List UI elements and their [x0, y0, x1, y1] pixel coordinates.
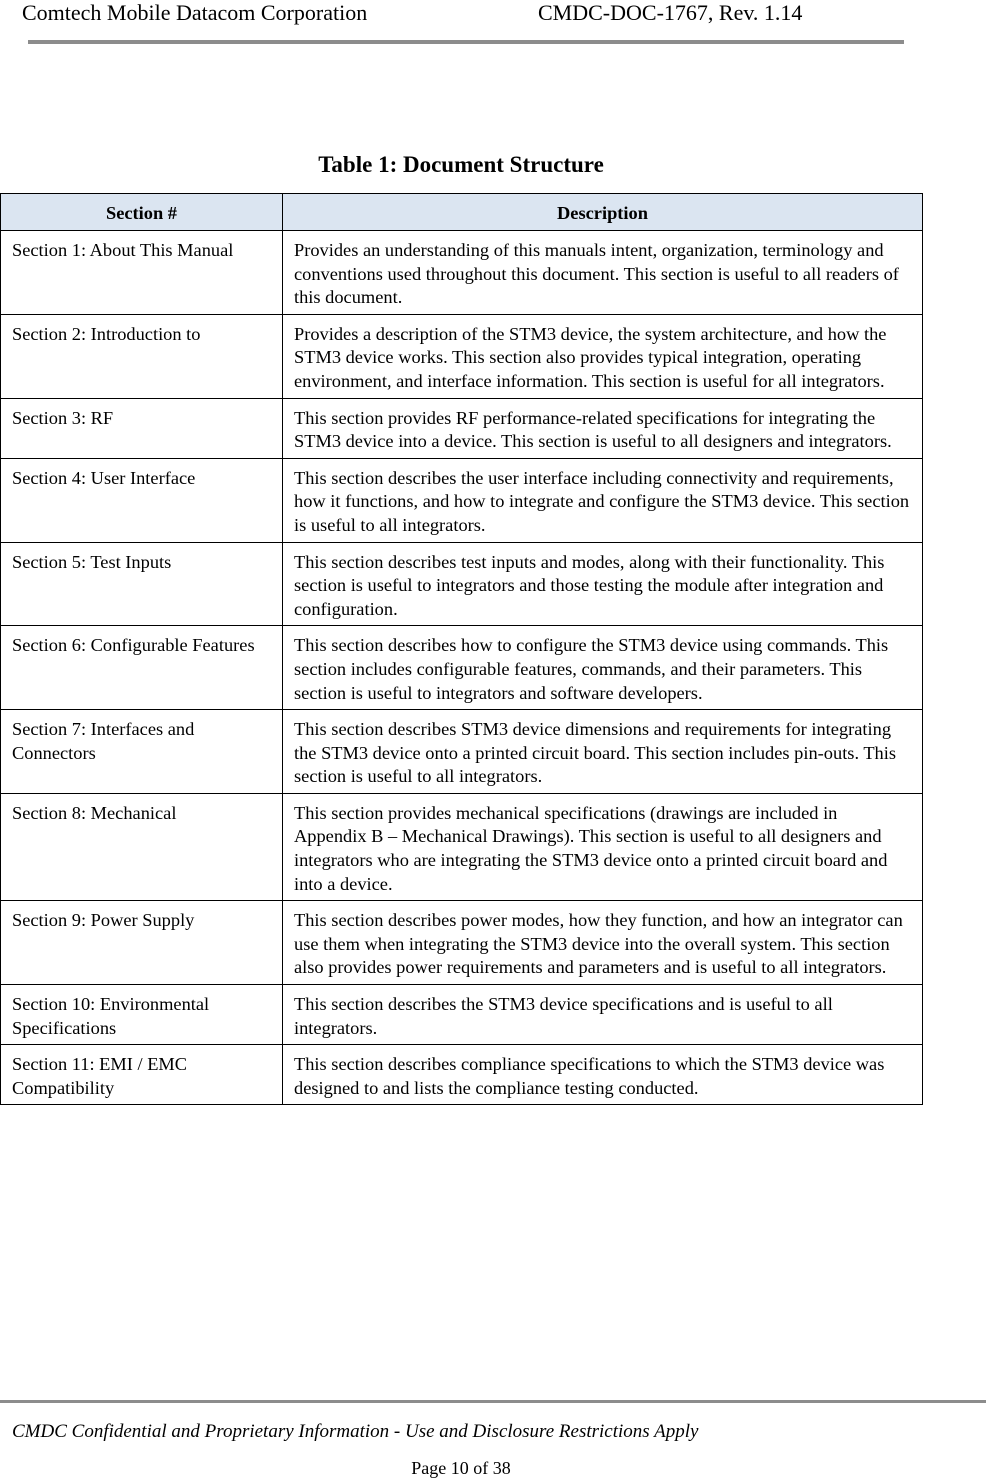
page-number: Page 10 of 38: [411, 1458, 511, 1478]
table-caption: Table 1: Document Structure: [318, 152, 604, 177]
section-cell: Section 8: Mechanical: [1, 793, 283, 900]
table-row: [1, 985, 923, 1045]
table-row: [1, 793, 923, 900]
table-row: [1, 542, 923, 626]
table-row: [1, 314, 923, 398]
description-cell: This section describes the STM3 device specifications and is useful to all integrators.: [283, 985, 923, 1045]
section-cell: Section 4: User Interface: [1, 458, 283, 542]
table-header-row: [1, 194, 923, 231]
document-id: CMDC-DOC-1767, Rev. 1.14: [538, 0, 803, 25]
description-cell: This section describes test inputs and modes, along with their functionality. This section is useful to integrators and those testing the module after integration and configuration.: [283, 542, 923, 626]
description-cell: This section describes how to configure the STM3 device using commands. This section includes configurable features, commands, and their parameters. This section is useful to integrators and software developers.: [283, 626, 923, 710]
section-cell: Section 1: About This Manual: [1, 231, 283, 315]
table-row: [1, 1045, 923, 1105]
section-cell: Section 2: Introduction to: [1, 314, 283, 398]
document-structure-table: [0, 193, 923, 1105]
table-row: [1, 626, 923, 710]
table-row: [1, 458, 923, 542]
table-row: [1, 901, 923, 985]
description-cell: Provides a description of the STM3 device, the system architecture, and how the STM3 device works. This section also provides typical integration, operating environment, and interface information. This section is useful for all integrators.: [283, 314, 923, 398]
company-name: Comtech Mobile Datacom Corporation: [22, 0, 368, 25]
description-cell: This section provides RF performance-related specifications for integrating the STM3 device into a device. This section is useful to all designers and integrators.: [283, 398, 923, 458]
page-header: [0, 0, 986, 30]
table-row: [1, 231, 923, 315]
section-cell: Section 7: Interfaces and Connectors: [1, 710, 283, 794]
section-cell: Section 3: RF: [1, 398, 283, 458]
section-cell: Section 10: Environmental Specifications: [1, 985, 283, 1045]
table-row: [1, 398, 923, 458]
column-header-section: Section #: [1, 194, 283, 231]
description-cell: This section describes STM3 device dimensions and requirements for integrating the STM3 device onto a printed circuit board. This section includes pin-outs. This section is useful to all integrators.: [283, 710, 923, 794]
description-cell: This section describes power modes, how they function, and how an integrator can use them when integrating the STM3 device into the overall system. This section also provides power requirements and parameters and is useful to all integrators.: [283, 901, 923, 985]
table-row: [1, 710, 923, 794]
section-cell: Section 6: Configurable Features: [1, 626, 283, 710]
confidentiality-notice: CMDC Confidential and Proprietary Information - Use and Disclosure Restrictions Apply: [12, 1421, 699, 1442]
column-header-description: Description: [283, 194, 923, 231]
description-cell: This section describes compliance specifications to which the STM3 device was designed to and lists the compliance testing conducted.: [283, 1045, 923, 1105]
header-divider: [28, 40, 904, 44]
footer-divider: [0, 1400, 986, 1403]
description-cell: This section describes the user interface including connectivity and requirements, how it functions, and how to integrate and configure the STM3 device. This section is useful to all integrators.: [283, 458, 923, 542]
description-cell: Provides an understanding of this manuals intent, organization, terminology and conventions used throughout this document. This section is useful to all readers of this document.: [283, 231, 923, 315]
section-cell: Section 11: EMI / EMC Compatibility: [1, 1045, 283, 1105]
description-cell: This section provides mechanical specifications (drawings are included in Appendix B – Mechanical Drawings). This section is useful to all designers and integrators who are integrating the STM3 device onto a printed circuit board and into a device.: [283, 793, 923, 900]
section-cell: Section 5: Test Inputs: [1, 542, 283, 626]
section-cell: Section 9: Power Supply: [1, 901, 283, 985]
